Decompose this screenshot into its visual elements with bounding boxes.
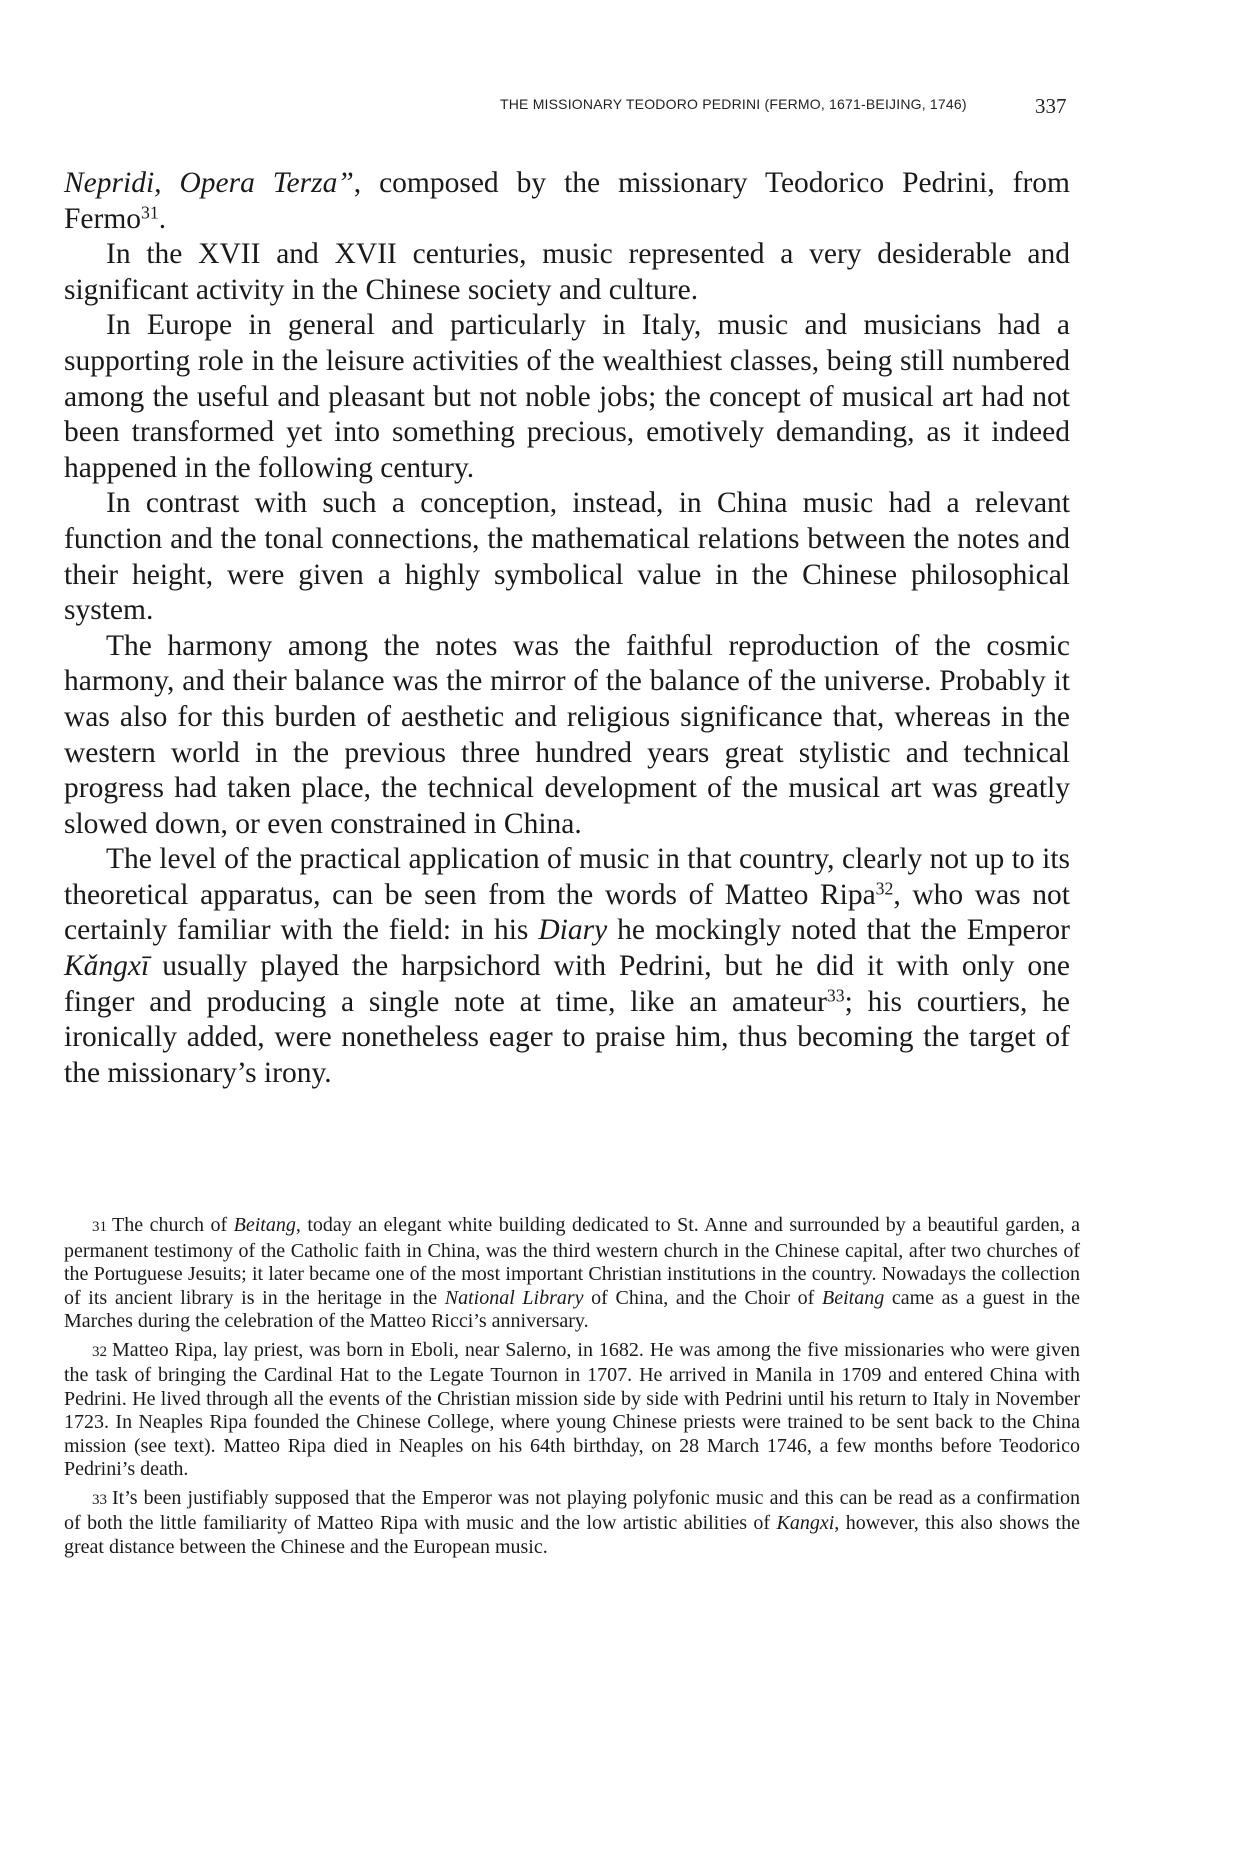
paragraph-4: In contrast with such a conception, instead, in China music had a relevant function and the tonal connections, the mathematical relations between the notes and their height, were given a highly symbolical value in the Chinese philosophical system. bbox=[64, 487, 1070, 627]
paragraph-1: Nepridi, Opera Terza”, composed by the missionary Teodorico Pedrini, from Fermo$^{31}$. bbox=[64, 167, 1071, 235]
footnote-ref-33[interactable]: 33 bbox=[826, 984, 845, 1005]
running-head: THE MISSIONARY TEODORO PEDRINI (FERMO, 1671-BEIJING, 1746) bbox=[500, 96, 967, 112]
footnote-ref-32[interactable]: 32 bbox=[875, 878, 894, 899]
footnotes bbox=[64, 1214, 1080, 1564]
paragraph-6: The level of the practical application of music in that country, clearly not up to its theoretical apparatus, can be seen from the words of Matteo Ripa$^{32}$, who was not certainly familiar with the field: in his Diary he mockingly noted that the Emperor Kǎngxī usually played the harpsichord with Pedrini, but he did it with only one finger and producing a single note at time, like an amateur$^{33}$; his courtiers, he ironically added, were nonetheless eager to praise him, thus becoming the target of the missionary’s irony. bbox=[64, 843, 1070, 1089]
footnote-31: 31 The church of Beitang, today an elegant white building dedicated to St. Anne and surrounded by a beautiful garden, a permanent testimony of the Catholic faith in China, was the third western church in the Chinese capital, after two churches of the Portuguese Jesuits; it later became one of the most important Christian institutions in the country. Nowadays the collection of its ancient library is in the heritage in the National Library of China, and the Choir of Beitang came as a guest in the Marches during the celebration of the Matteo Ricci’s anniversary. bbox=[64, 1214, 1081, 1332]
footnote-ref-31[interactable]: 31 bbox=[141, 201, 159, 222]
footnote-number: 32 bbox=[92, 1343, 107, 1360]
footnote-32: 32 Matteo Ripa, lay priest, was born in Eboli, near Salerno, in 1682. He was among the five missionaries who were given the task of bringing the Cardinal Hat to the Legate Tournon in 1707. He arrived in Manila in 1709 and entered China with Pedrini. He lived through all the events of the Christian mission side by side with Pedrini until his return to Italy in November 1723. In Neaples Ripa founded the Chinese College, where young Chinese priests were trained to be sent back to the China mission (see text). Matteo Ripa died in Neaples on his 64th birthday, on 28 March 1746, a few months before Teodorico Pedrini’s death. bbox=[64, 1338, 1080, 1480]
footnote-number: 31 bbox=[92, 1219, 107, 1235]
page-number: 337 bbox=[1035, 94, 1067, 118]
paragraph-5: The harmony among the notes was the faithful reproduction of the cosmic harmony, and their balance was the mirror of the balance of the universe. Probably it was also for this burden of aesthetic and religious significance that, whereas in the western world in the previous three hundred years great stylistic and technical progress had taken place, the technical development of the musical art was greatly slowed down, or even constrained in China. bbox=[64, 629, 1070, 840]
paragraph-2: In the XVII and XVII centuries, music represented a very desiderable and significant activity in the Chinese society and culture. bbox=[64, 238, 1070, 306]
footnote-33: 33 It’s been justifiably supposed that the Emperor was not playing polyfonic music and this can be read as a confirmation of both the little familiarity of Matteo Ripa with music and the low artistic abilities of Kangxi, however, this also shows the great distance between the Chinese and the European music. bbox=[64, 1486, 1080, 1558]
body-text bbox=[64, 166, 1070, 1091]
footnote-number: 33 bbox=[92, 1491, 107, 1508]
paragraph-3: In Europe in general and particularly in Italy, music and musicians had a supporting role in the leisure activities of the wealthiest classes, being still numbered among the useful and pleasant but not noble jobs; the concept of musical art had not been transformed yet into something precious, emotively demanding, as it indeed happened in the following century. bbox=[64, 309, 1070, 484]
